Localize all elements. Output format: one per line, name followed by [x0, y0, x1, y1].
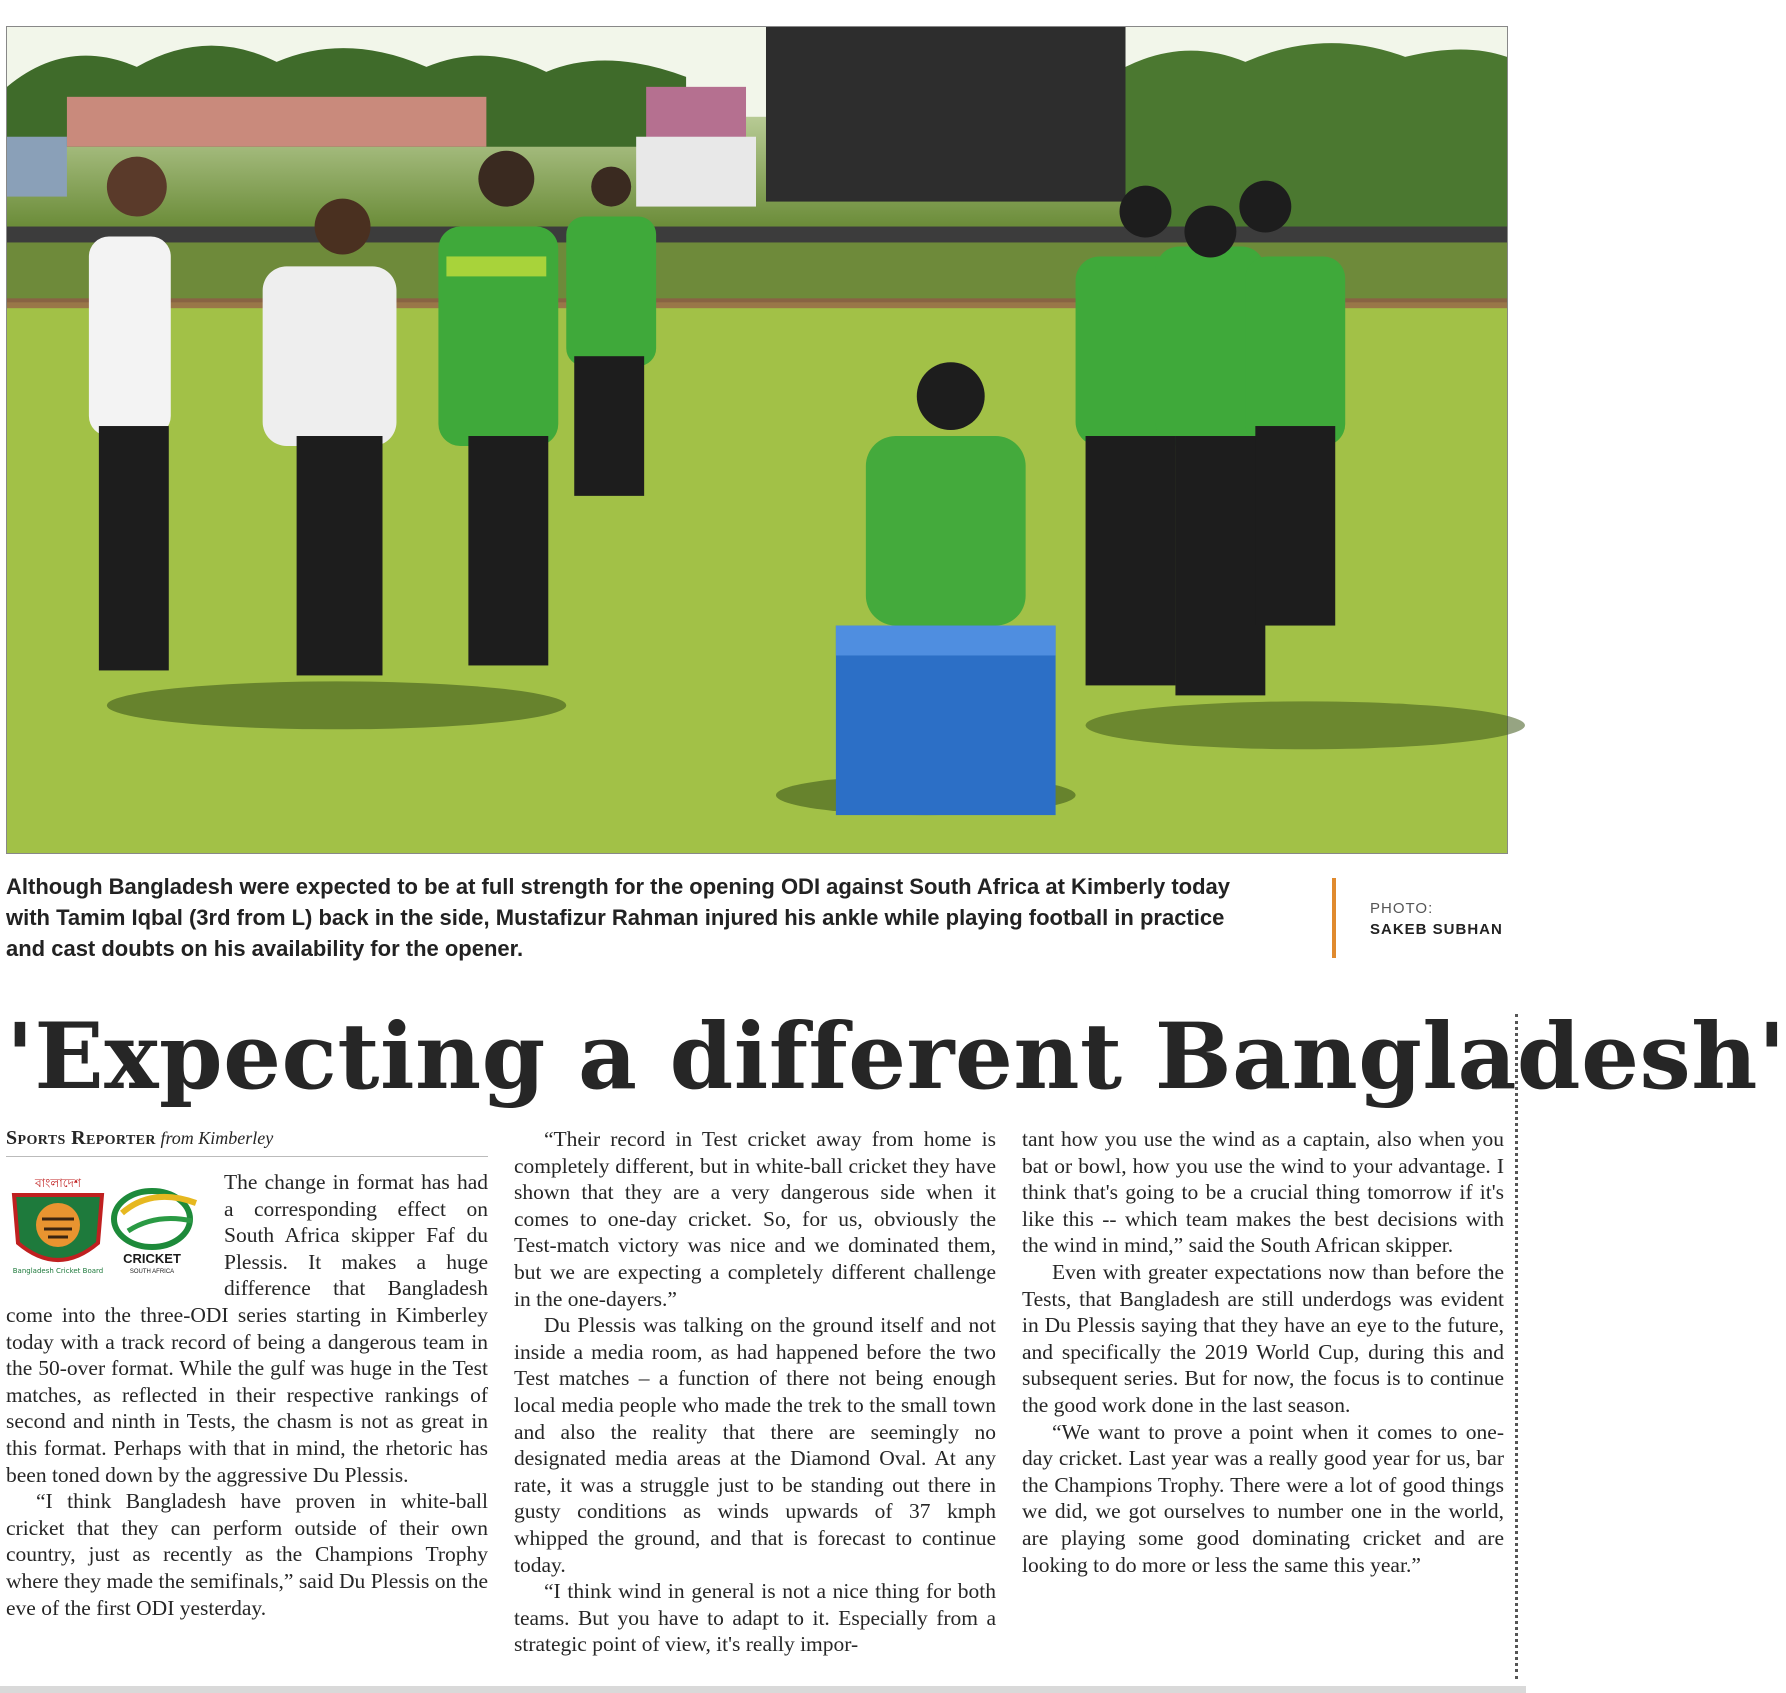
bcb-logo-icon	[13, 1176, 103, 1275]
article-column-3	[1022, 1126, 1504, 1578]
bcb-logo-title: বাংলাদেশ	[35, 1176, 81, 1190]
article-paragraph: Even with greater expectations now than before the Tests, that Bangladesh are still underdogs was evident in Du Plessis saying that they have an eye to the future, and specifically the 2019 World Cup, during this and subsequent series. But for now, the focus is to continue the good work done in the last season.	[1022, 1259, 1504, 1417]
article-paragraph: “I think Bangladesh have proven in white-ball cricket that they can perform outside of their own country, just as recently as the Champions Trophy where they made the semifinals,” said Du Plessis on the eve of the first ODI yesterday.	[6, 1489, 488, 1620]
byline-location: from Kimberley	[160, 1128, 274, 1148]
photo-caption: Although Bangladesh were expected to be at full strength for the opening ODI against South Africa at Kimberly today with Tamim Iqbal (3rd from L) back in the side, Mustafizur Rahman injured his ankle while playing football in practice and cast doubts on his availability for the opener.	[6, 874, 1230, 961]
article-headline: 'Expecting a different Bangladesh'	[6, 1004, 1786, 1110]
csa-logo-icon	[114, 1191, 196, 1275]
photo-credit-name: SAKEB SUBHAN	[1370, 921, 1503, 938]
credit-divider	[1332, 878, 1336, 958]
article-column-2	[514, 1126, 996, 1658]
article-paragraph: The change in format has had a corresponding effect on South Africa skipper Faf du Plessis. It makes a huge difference that Bangladesh come into the three-ODI series starting in Kimberley today with a track record of being a dangerous team in the 50-over format. While the gulf was huge in the Test matches, as reflected in their respective rankings of second and ninth in Tests, the chasm is not as great in this format. Perhaps with that in mind, the rhetoric has been toned down by the aggressive Du Plessis.	[6, 1170, 488, 1487]
news-photo	[6, 26, 1508, 854]
article-paragraph: “We want to prove a point when it comes to one-day cricket. Last year was a really good year for us, bar the Champions Trophy. There were a lot of good things we did, we got ourselves to number one in the world, are playing some good dominating cricket and are looking to do more or less the same this year.”	[1022, 1419, 1504, 1577]
bottom-rule	[0, 1686, 1526, 1693]
article-paragraph: “Their record in Test cricket away from home is completely different, but in white-ball cricket they have shown that they are a very dangerous side when it comes to one-day cricket. So, for us, obviously the Test-match victory was nice and we dominated them, but we are expecting a completely different challenge in the one-dayers.”	[514, 1127, 996, 1311]
team-logos	[6, 1173, 214, 1277]
article-paragraph: tant how you use the wind as a captain, also when you bat or bowl, how you use the wind to your advantage. I think that's going to be a crucial thing tomorrow if it's like this -- which team makes the best decisions with the wind in mind,” said the South African skipper.	[1022, 1127, 1504, 1258]
dotted-cut-line	[1515, 1014, 1518, 1679]
photo-credit-label: PHOTO:	[1370, 900, 1434, 917]
logos-graphic	[6, 1173, 214, 1277]
article-paragraph: “I think wind in general is not a nice thing for both teams. But you have to adapt to it. Especially from a strategic point of view, it's really impor-	[514, 1579, 996, 1657]
csa-logo-title: CRICKET	[123, 1251, 181, 1266]
byline-reporter: Sports Reporter	[6, 1127, 156, 1149]
article-column-1	[6, 1126, 488, 1621]
csa-logo-subtitle: SOUTH AFRICA	[129, 1269, 175, 1275]
photo-credit	[1370, 898, 1503, 940]
bcb-logo-ring: Bangladesh Cricket Board	[12, 1267, 104, 1275]
byline	[6, 1126, 488, 1157]
cricket-practice-photo-icon	[7, 27, 1507, 853]
article-paragraph: Du Plessis was talking on the ground itself and not inside a media room, as had happened before the two Test matches – a function of there not being enough local media people who made the trek to the small town and also the reality that there are seemingly no designated media areas at the Diamond Oval. At any rate, it was a struggle just to be standing out there in gusty conditions as winds upwards of 37 kmph whipped the ground, and that is forecast to continue today.	[514, 1313, 996, 1577]
